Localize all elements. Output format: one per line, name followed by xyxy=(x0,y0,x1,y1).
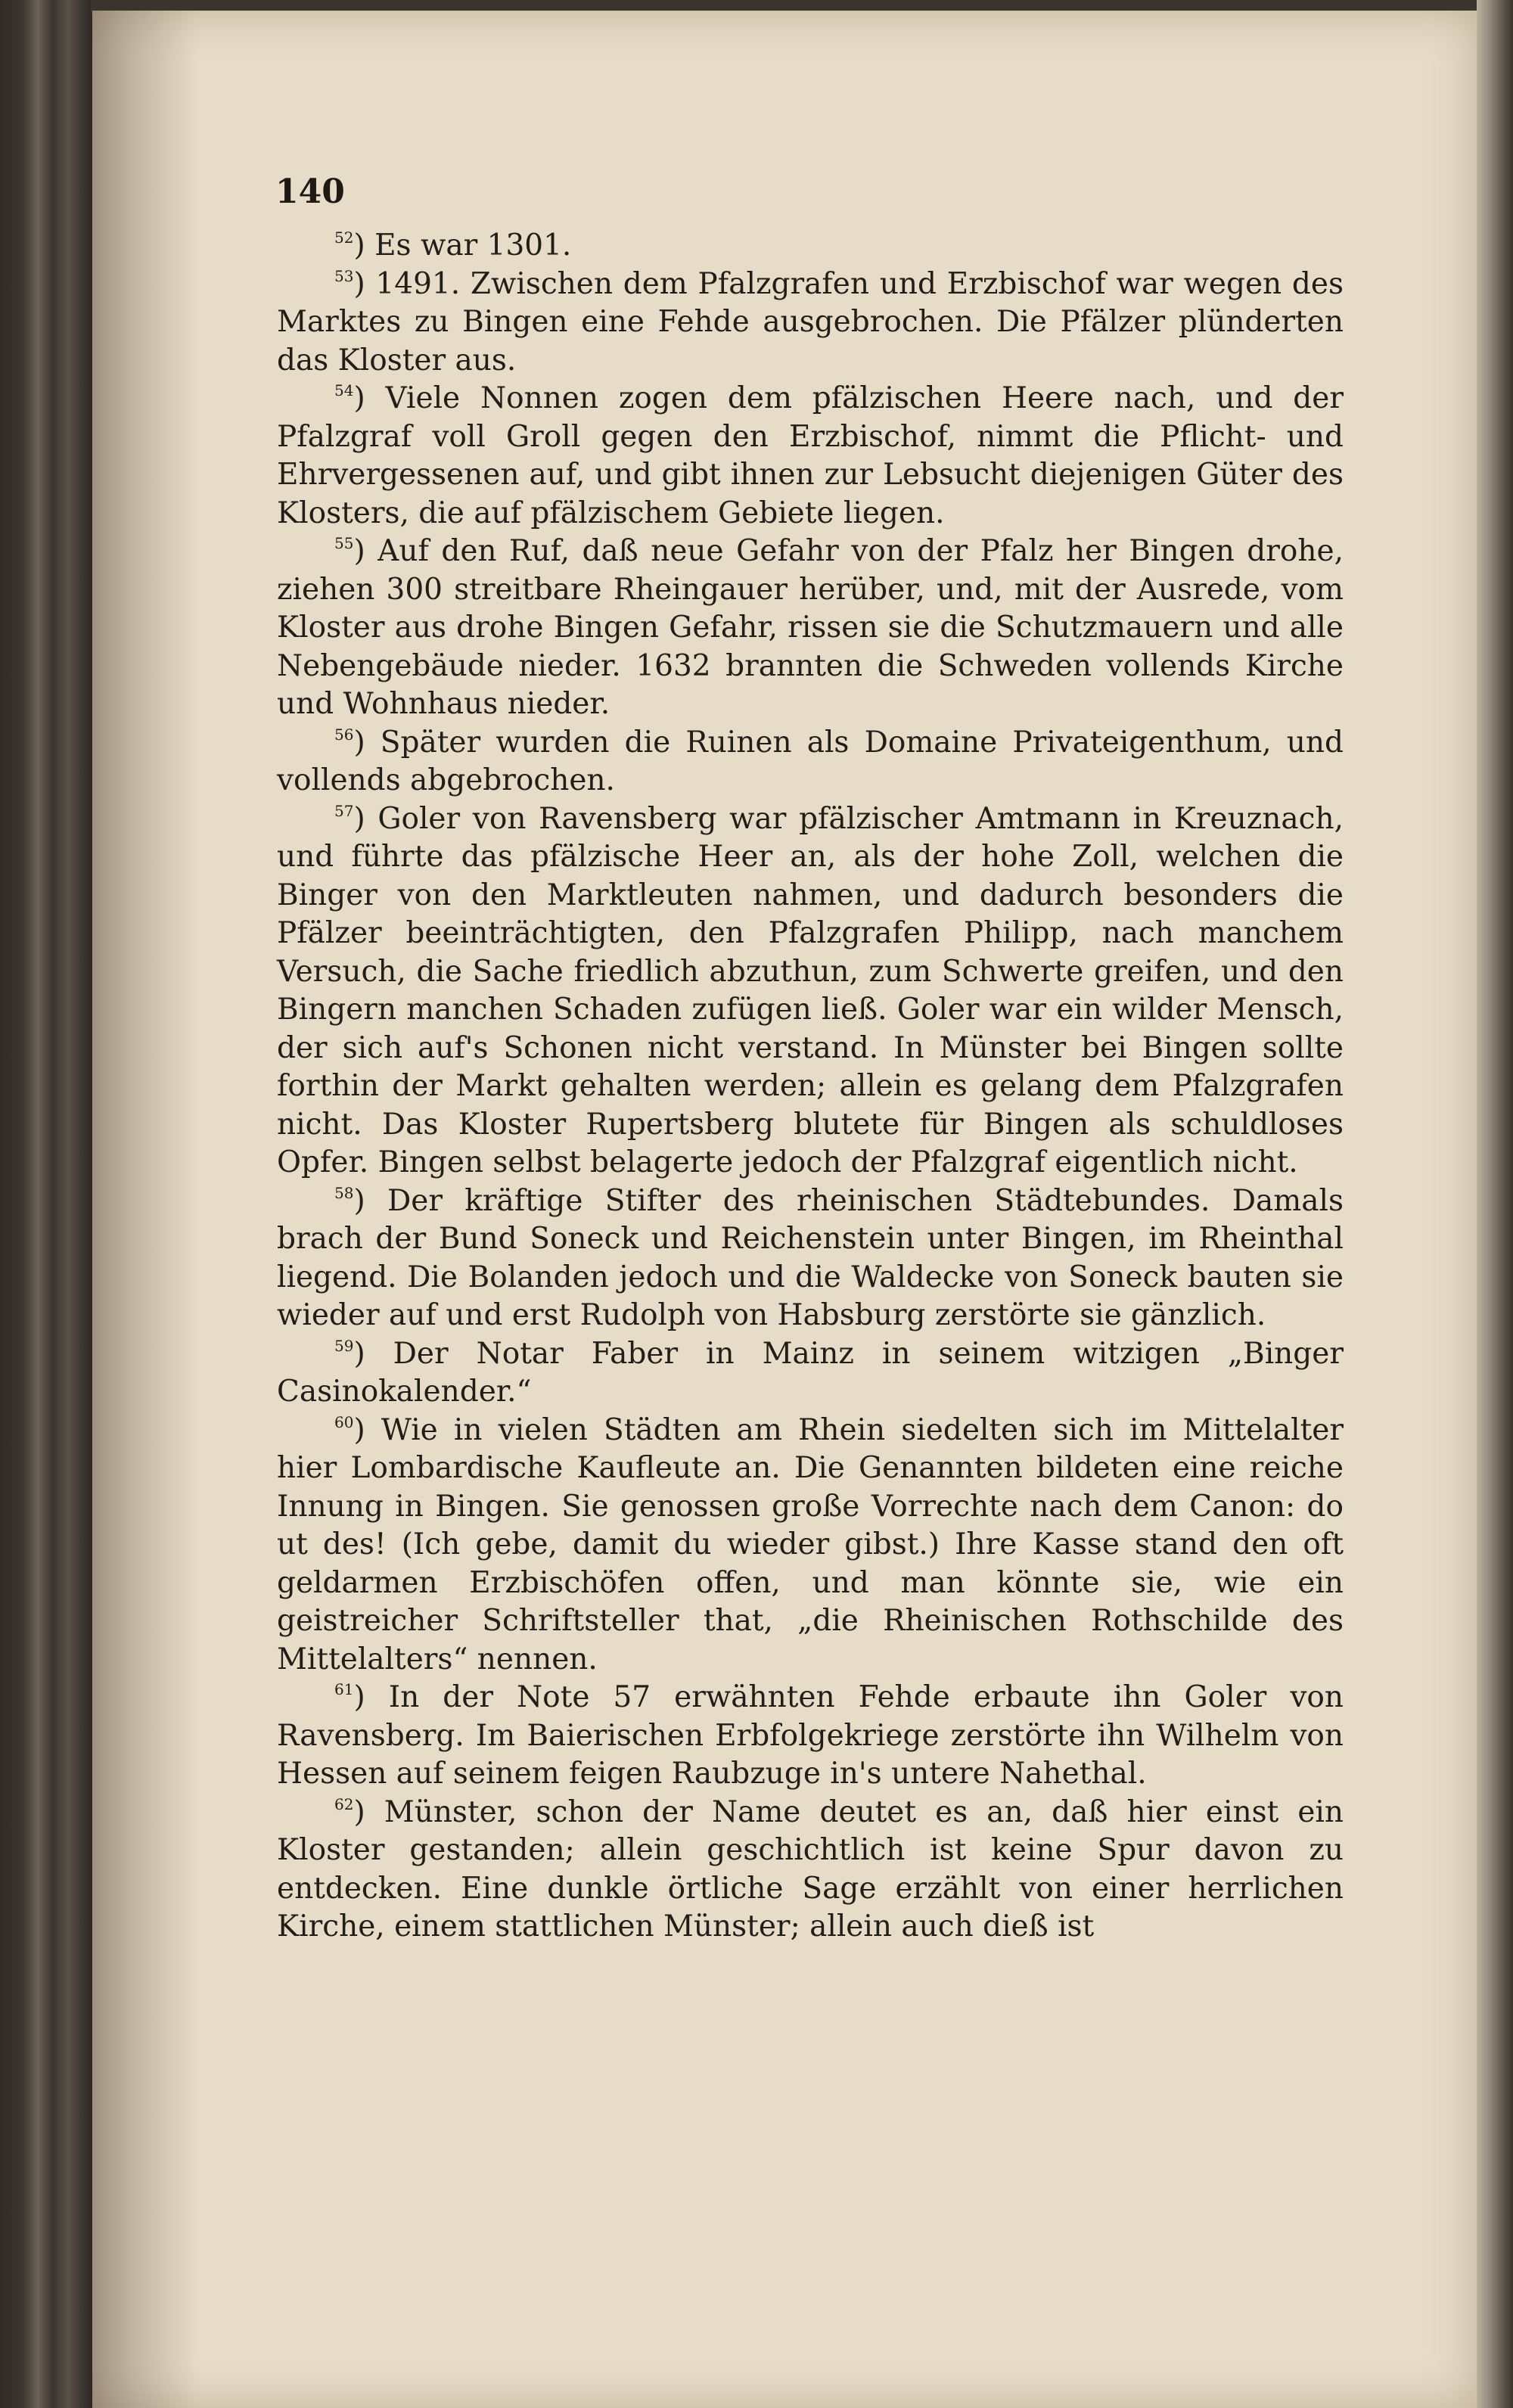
footnote-text: Viele Nonnen zogen dem pfälzischen Heere nach, und der Pfalzgraf voll Groll gegen den Erzbischof, nimmt die Pflicht- und Ehrvergessenen auf, und gibt ihnen zur Lebsucht diejenigen Güter des Klosters, die auf pfälzischem Gebiete liegen. xyxy=(277,381,1344,530)
footnote-60 xyxy=(277,1412,1344,1679)
footnote-number: 59 xyxy=(334,1336,354,1355)
footnote-text: Der Notar Faber in Mainz in seinem witzigen „Binger Casinokalender.“ xyxy=(277,1336,1344,1409)
footnote-number: 55 xyxy=(334,534,354,552)
footnote-text: In der Note 57 erwähnten Fehde erbaute ihn Goler von Ravensberg. Im Baierischen Erbfolgekriege zerstörte ihn Wilhelm von Hessen auf seinem feigen Raubzuge in's untere Nahethal. xyxy=(277,1680,1344,1791)
footnote-marker: ) xyxy=(353,1680,365,1714)
footnote-number: 53 xyxy=(334,266,354,285)
footnote-55 xyxy=(277,533,1344,724)
footnote-marker: ) xyxy=(353,1183,365,1218)
footnote-56 xyxy=(277,724,1344,800)
footnote-53 xyxy=(277,266,1344,381)
footnote-number: 60 xyxy=(334,1412,354,1431)
footnote-number: 61 xyxy=(334,1680,354,1698)
footnote-marker: ) xyxy=(353,801,365,836)
footnote-59 xyxy=(277,1335,1344,1412)
footnote-number: 52 xyxy=(334,228,354,247)
page-edge xyxy=(1477,0,1513,2408)
footnote-marker: ) xyxy=(353,1794,365,1829)
footnote-marker: ) xyxy=(353,1336,365,1371)
footnote-58 xyxy=(277,1182,1344,1335)
footnote-text: Später wurden die Ruinen als Domaine Privateigenthum, und vollends abgebrochen. xyxy=(277,725,1344,797)
footnote-marker: ) xyxy=(353,1412,365,1447)
footnote-61 xyxy=(277,1679,1344,1794)
footnote-text: Der kräftige Stifter des rheinischen Städtebundes. Damals brach der Bund Soneck und Reichenstein unter Bingen, im Rheinthal liegend. Die Bolanden jedoch und die Waldecke von Soneck bauten sie wieder auf und erst Rudolph von Habsburg zerstörte sie gänzlich. xyxy=(277,1183,1344,1332)
footnote-62 xyxy=(277,1794,1344,1947)
footnote-marker: ) xyxy=(353,228,365,263)
footnote-marker: ) xyxy=(353,725,365,760)
footnote-54 xyxy=(277,380,1344,533)
footnote-number: 58 xyxy=(334,1183,354,1202)
footnote-marker: ) xyxy=(353,534,365,568)
footnote-57 xyxy=(277,800,1344,1182)
footnote-text: Goler von Ravensberg war pfälzischer Amtmann in Kreuznach, und führte das pfälzische Heer an, als der hohe Zoll, welchen die Binger von den Marktleuten nahmen, und dadurch besonders die Pfälzer beeinträchtigten, den Pfalzgrafen Philipp, nach manchem Versuch, die Sache friedlich abzuthun, zum Schwerte greifen, und den Bingern manchen Schaden zufügen ließ. Goler war ein wilder Mensch, der sich auf's Schonen nicht verstand. In Münster bei Bingen sollte forthin der Markt gehalten werden; allein es gelang dem Pfalzgrafen nicht. Das Kloster Rupertsberg blutete für Bingen als schuldloses Opfer. Bingen selbst belagerte jedoch der Pfalzgraf eigentlich nicht. xyxy=(277,801,1344,1179)
footnote-text: Münster, schon der Name deutet es an, daß hier einst ein Kloster gestanden; allein geschichtlich ist keine Spur davon zu entdecken. Eine dunkle örtliche Sage erzählt von einer herrlichen Kirche, einem stattlichen Münster; allein auch dieß ist xyxy=(277,1794,1344,1943)
footnote-marker: ) xyxy=(353,381,365,415)
footnote-52 xyxy=(277,227,1344,266)
footnote-text: Auf den Ruf, daß neue Gefahr von der Pfalz her Bingen drohe, ziehen 300 streitbare Rheingauer herüber, und, mit der Ausrede, vom Kloster aus drohe Bingen Gefahr, rissen sie die Schutzmauern und alle Nebengebäude nieder. 1632 brannten die Schweden vollends Kirche und Wohnhaus nieder. xyxy=(277,534,1344,721)
footnote-number: 56 xyxy=(334,725,354,744)
gutter-shadow xyxy=(92,11,198,2408)
footnote-number: 62 xyxy=(334,1794,354,1813)
footnote-text: Wie in vielen Städten am Rhein siedelten sich im Mittelalter hier Lombardische Kaufleute an. Die Genannten bildeten eine reiche Innung in Bingen. Sie genossen große Vorrechte nach dem Canon: do ut des! (Ich gebe, damit du wieder gibst.) Ihre Kasse stand den oft geldarmen Erzbischöfen offen, und man könnte sie, wie ein geistreicher Schriftsteller that, „die Rheinischen Rothschilde des Mittelalters“ nennen. xyxy=(277,1412,1344,1676)
footnotes-block xyxy=(277,227,1344,1947)
footnote-text: 1491. Zwischen dem Pfalzgrafen und Erzbischof war wegen des Marktes zu Bingen eine Fehde ausgebrochen. Die Pfälzer plünderten das Kloster aus. xyxy=(277,266,1344,378)
footnote-number: 57 xyxy=(334,801,354,820)
page-number: 140 xyxy=(275,172,345,211)
footnote-number: 54 xyxy=(334,381,354,399)
footnote-text: Es war 1301. xyxy=(374,228,572,263)
footnote-marker: ) xyxy=(353,266,365,301)
